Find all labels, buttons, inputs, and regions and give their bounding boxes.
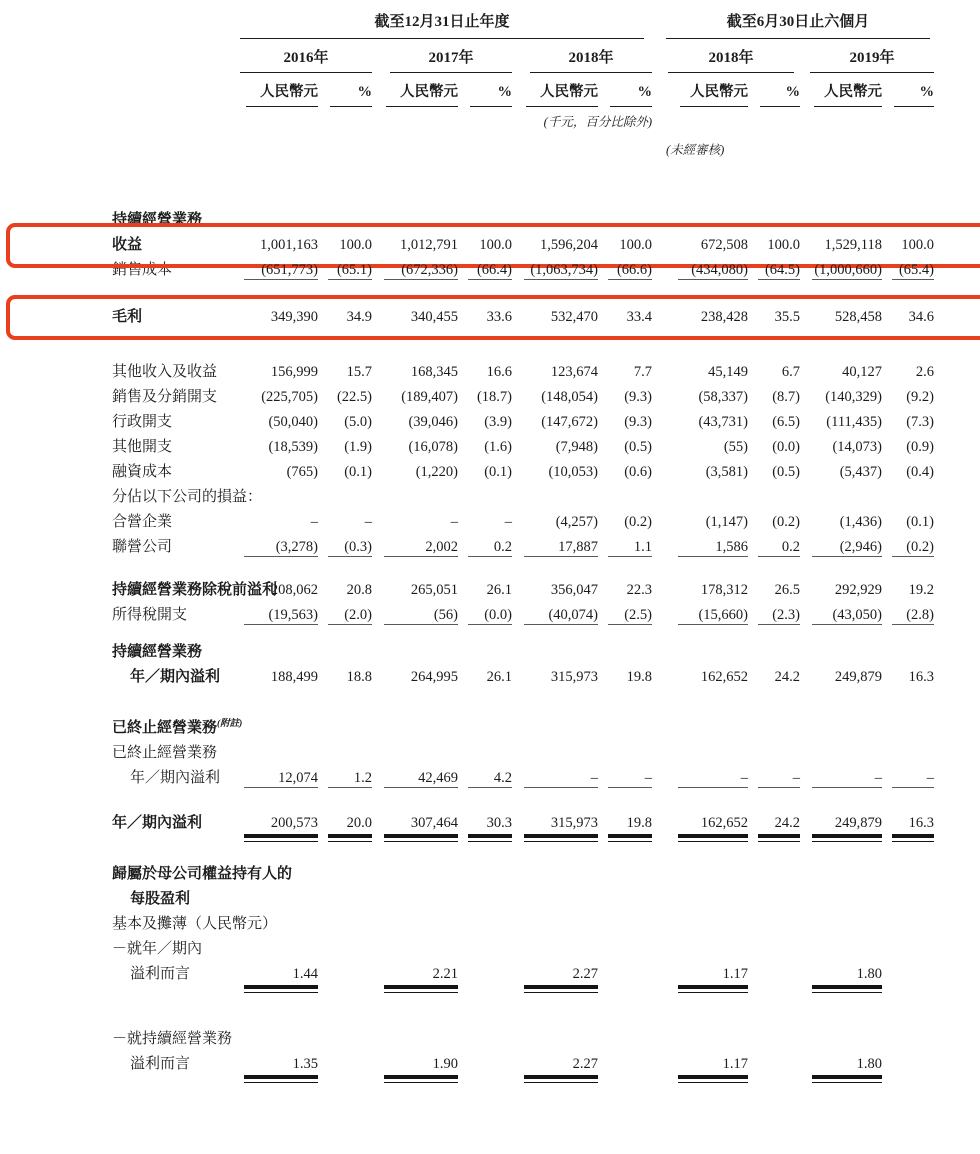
value-cell: 340,455 <box>410 309 458 325</box>
value-cell: (2.5) <box>608 603 652 628</box>
value-cell: (672,336) <box>384 258 458 283</box>
value-cell: (148,054) <box>541 389 598 405</box>
value-cell: 188,499 <box>270 669 318 685</box>
value-cell: 208,062 <box>270 582 318 598</box>
value-cell: (66.4) <box>468 258 512 283</box>
table-row <box>112 385 980 410</box>
table-row <box>112 912 980 937</box>
table-row <box>112 1052 980 1077</box>
table-row <box>112 741 980 766</box>
table-row <box>112 435 980 460</box>
value-cell: 2.6 <box>915 364 934 380</box>
value-cell: – <box>504 514 512 530</box>
value-cell: 1,596,204 <box>540 237 598 253</box>
row-label: 毛利 <box>112 309 143 325</box>
value-cell: (9.3) <box>624 414 652 430</box>
row-label: 每股盈利 <box>130 891 191 907</box>
value-cell: 2.27 <box>524 1052 598 1077</box>
value-cell: – <box>892 766 934 791</box>
value-cell: (3,581) <box>705 464 748 480</box>
value-cell: 1.80 <box>812 962 882 987</box>
table-row <box>112 258 980 283</box>
row-label: 收益 <box>112 237 143 253</box>
table-body <box>112 208 980 1077</box>
year-header-2018: 2018年 <box>530 39 652 73</box>
year-header-2016: 2016年 <box>240 39 372 73</box>
value-cell: (4,257) <box>555 514 598 530</box>
value-cell: (0.2) <box>624 514 652 530</box>
value-cell: (14,073) <box>832 439 882 455</box>
value-cell: 4.2 <box>468 766 512 791</box>
value-cell: 249,879 <box>812 811 882 836</box>
table-row <box>112 603 980 628</box>
value-cell: 162,652 <box>700 669 748 685</box>
value-cell: 22.3 <box>626 582 652 598</box>
value-cell: 1,001,163 <box>260 237 318 253</box>
value-cell: 26.5 <box>774 582 800 598</box>
value-cell: (19,563) <box>244 603 318 628</box>
table-row <box>112 962 980 987</box>
value-cell: 33.4 <box>626 309 652 325</box>
unaudited-note: (未經審核) <box>666 143 725 157</box>
value-cell: 33.6 <box>486 309 512 325</box>
highlighted-row <box>112 233 980 258</box>
table-row <box>112 460 980 485</box>
value-cell: (0.2) <box>772 514 800 530</box>
value-cell: – <box>812 766 882 791</box>
table-row <box>112 862 980 887</box>
value-cell: 12,074 <box>244 766 318 791</box>
row-label: 銷售及分銷開支 <box>112 389 218 405</box>
value-cell: (1,147) <box>705 514 748 530</box>
table-row <box>112 766 980 791</box>
percent-header-cell: % <box>470 77 512 107</box>
value-cell: – <box>524 766 598 791</box>
value-cell: (15,660) <box>678 603 748 628</box>
value-cell: 0.2 <box>468 535 512 560</box>
value-cell: (2.0) <box>328 603 372 628</box>
value-cell: (16,078) <box>408 439 458 455</box>
value-cell: (0.1) <box>906 514 934 530</box>
table-row <box>112 887 980 912</box>
row-label: 合營企業 <box>112 514 173 530</box>
value-cell: (651,773) <box>244 258 318 283</box>
row-label: 所得稅開支 <box>112 607 188 623</box>
value-cell: (1.6) <box>484 439 512 455</box>
table-row <box>112 811 980 836</box>
table-row <box>112 510 980 535</box>
value-cell: 45,149 <box>708 364 748 380</box>
value-cell: 1.90 <box>384 1052 458 1077</box>
value-cell: 349,390 <box>270 309 318 325</box>
value-cell: 315,973 <box>550 669 598 685</box>
value-cell: 200,573 <box>244 811 318 836</box>
year-header-2017: 2017年 <box>390 39 512 73</box>
value-cell: (9.3) <box>624 389 652 405</box>
row-label: 其他收入及收益 <box>112 364 218 380</box>
value-cell: (1,436) <box>839 514 882 530</box>
value-cell: – <box>364 514 372 530</box>
value-cell: (0.0) <box>468 603 512 628</box>
value-cell: (2.8) <box>892 603 934 628</box>
value-cell: 20.8 <box>346 582 372 598</box>
value-cell: 238,428 <box>700 309 748 325</box>
row-label: 歸屬於母公司權益持有人的 <box>112 866 293 882</box>
value-cell: (43,731) <box>698 414 748 430</box>
value-cell: (2.3) <box>758 603 800 628</box>
value-cell: 168,345 <box>410 364 458 380</box>
value-cell: (66.6) <box>608 258 652 283</box>
value-cell: 1.80 <box>812 1052 882 1077</box>
value-cell: (0.9) <box>906 439 934 455</box>
value-cell: 1.44 <box>244 962 318 987</box>
value-cell: 100.0 <box>339 237 372 253</box>
value-cell: 16.3 <box>908 669 934 685</box>
value-cell: (43,050) <box>812 603 882 628</box>
value-cell: – <box>608 766 652 791</box>
row-label: 行政開支 <box>112 414 173 430</box>
value-cell: 1.17 <box>678 962 748 987</box>
row-label: 分佔以下公司的損益： <box>112 489 263 505</box>
value-cell: (18.7) <box>476 389 512 405</box>
value-cell: 7.7 <box>633 364 652 380</box>
value-cell: (7.3) <box>906 414 934 430</box>
value-cell: 264,995 <box>410 669 458 685</box>
table-row <box>112 360 980 385</box>
value-cell: (5,437) <box>839 464 882 480</box>
value-cell: (5.0) <box>344 414 372 430</box>
row-label: 年／期內溢利 <box>112 815 203 831</box>
value-cell: (1,220) <box>415 464 458 480</box>
value-cell: (7,948) <box>555 439 598 455</box>
value-cell: 100.0 <box>479 237 512 253</box>
value-cell: 40,127 <box>842 364 882 380</box>
value-cell: (10,053) <box>548 464 598 480</box>
value-cell: (9.2) <box>906 389 934 405</box>
year-header-row <box>112 39 980 73</box>
currency-header-cell: 人民幣元 <box>814 73 882 107</box>
table-row <box>112 535 980 560</box>
row-label: 其他開支 <box>112 439 173 455</box>
value-cell: – <box>758 766 800 791</box>
row-label: 年／期內溢利 <box>130 669 221 685</box>
value-cell: (1,063,734) <box>524 258 598 283</box>
value-cell: 24.2 <box>758 811 800 836</box>
value-cell: (3,278) <box>244 535 318 560</box>
row-label: 基本及攤薄（人民幣元） <box>112 916 278 932</box>
value-cell: (765) <box>286 464 318 480</box>
value-cell: 1,012,791 <box>400 237 458 253</box>
value-cell: (189,407) <box>401 389 458 405</box>
table-row <box>112 640 980 665</box>
row-label: 已終止經營業務$^{(附註)}$ <box>112 719 243 736</box>
row-label: －就持續經營業務 <box>112 1031 233 1047</box>
percent-header-cell: % <box>330 77 372 107</box>
row-label: 溢利而言 <box>130 966 191 982</box>
value-cell: (0.1) <box>344 464 372 480</box>
value-cell: 6.7 <box>781 364 800 380</box>
value-cell: 26.1 <box>486 669 512 685</box>
value-cell: (0.1) <box>484 464 512 480</box>
value-cell: (111,435) <box>826 414 882 430</box>
value-cell: (1,000,660) <box>812 258 882 283</box>
value-cell: (40,074) <box>524 603 598 628</box>
value-cell: 24.2 <box>774 669 800 685</box>
row-label: 已終止經營業務 <box>112 745 218 761</box>
row-label: 持續經營業務 <box>112 212 203 228</box>
value-cell: (434,080) <box>678 258 748 283</box>
value-cell: 123,674 <box>550 364 598 380</box>
value-cell: 156,999 <box>270 364 318 380</box>
period-title-row <box>112 10 980 39</box>
table-row <box>112 712 980 741</box>
table-row <box>112 665 980 690</box>
value-cell: 672,508 <box>700 237 748 253</box>
percent-header-cell: % <box>894 77 934 107</box>
row-label: 聯營公司 <box>112 539 173 555</box>
value-cell: (1.9) <box>344 439 372 455</box>
value-cell: (0.6) <box>624 464 652 480</box>
value-cell: 1,529,118 <box>824 237 882 253</box>
value-cell: (147,672) <box>541 414 598 430</box>
value-cell: 0.2 <box>758 535 800 560</box>
value-cell: 100.0 <box>619 237 652 253</box>
value-cell: 249,879 <box>834 669 882 685</box>
table-row <box>112 1027 980 1052</box>
value-cell: (3.9) <box>484 414 512 430</box>
value-cell: (58,337) <box>698 389 748 405</box>
value-cell: – <box>678 766 748 791</box>
value-cell: 30.3 <box>468 811 512 836</box>
value-cell: 292,929 <box>834 582 882 598</box>
value-cell: 178,312 <box>700 582 748 598</box>
value-cell: 1.1 <box>608 535 652 560</box>
value-cell: (0.3) <box>328 535 372 560</box>
value-cell: 34.9 <box>346 309 372 325</box>
row-label: 銷售成本 <box>112 262 173 278</box>
value-cell: 35.5 <box>774 309 800 325</box>
value-cell: (65.4) <box>892 258 934 283</box>
value-cell: 307,464 <box>384 811 458 836</box>
value-cell: 42,469 <box>384 766 458 791</box>
value-cell: (22.5) <box>336 389 372 405</box>
value-cell: 26.1 <box>486 582 512 598</box>
value-cell: (0.4) <box>906 464 934 480</box>
value-cell: 17,887 <box>524 535 598 560</box>
value-cell: 100.0 <box>901 237 934 253</box>
value-cell: 2,002 <box>384 535 458 560</box>
row-label: 持續經營業務 <box>112 644 203 660</box>
currency-header-row <box>112 73 980 107</box>
value-cell: 356,047 <box>550 582 598 598</box>
value-cell: (65.1) <box>328 258 372 283</box>
footnote-marker: (附註) <box>217 719 243 729</box>
value-cell: (0.2) <box>892 535 934 560</box>
value-cell: 15.7 <box>346 364 372 380</box>
period-interim-title: 截至6月30日止六個月 <box>666 10 930 39</box>
value-cell: 1.35 <box>244 1052 318 1077</box>
percent-header-cell: % <box>610 77 652 107</box>
table-row <box>112 578 980 603</box>
value-cell: 19.8 <box>608 811 652 836</box>
value-cell: 19.8 <box>626 669 652 685</box>
value-cell: 2.27 <box>524 962 598 987</box>
value-cell: 532,470 <box>550 309 598 325</box>
value-cell: (55) <box>723 439 748 455</box>
table-row <box>112 208 980 233</box>
value-cell: 16.3 <box>892 811 934 836</box>
value-cell: (64.5) <box>758 258 800 283</box>
year-header-2018-interim: 2018年 <box>668 39 794 73</box>
value-cell: 100.0 <box>767 237 800 253</box>
units-note: (千元，百分比除外) <box>543 115 652 129</box>
value-cell: (0.5) <box>624 439 652 455</box>
unaudited-note-row <box>112 130 980 158</box>
value-cell: 1.2 <box>328 766 372 791</box>
value-cell: 162,652 <box>678 811 748 836</box>
value-cell: 20.0 <box>328 811 372 836</box>
value-cell: (56) <box>384 603 458 628</box>
row-label: 溢利而言 <box>130 1056 191 1072</box>
currency-header-cell: 人民幣元 <box>680 73 748 107</box>
value-cell: (0.5) <box>772 464 800 480</box>
currency-header-cell: 人民幣元 <box>386 73 458 107</box>
value-cell: 2.21 <box>384 962 458 987</box>
value-cell: 16.6 <box>486 364 512 380</box>
row-label: 持續經營業務除稅前溢利 <box>112 582 278 598</box>
year-header-2019: 2019年 <box>810 39 934 73</box>
currency-header-cell: 人民幣元 <box>526 73 598 107</box>
value-cell: – <box>450 514 458 530</box>
currency-header-cell: 人民幣元 <box>246 73 318 107</box>
value-cell: 1.17 <box>678 1052 748 1077</box>
table-row <box>112 485 980 510</box>
value-cell: 19.2 <box>908 582 934 598</box>
value-cell: (8.7) <box>772 389 800 405</box>
value-cell: 265,051 <box>410 582 458 598</box>
value-cell: (140,329) <box>825 389 882 405</box>
value-cell: (225,705) <box>261 389 318 405</box>
value-cell: 18.8 <box>346 669 372 685</box>
highlighted-row <box>112 305 980 330</box>
value-cell: (18,539) <box>268 439 318 455</box>
value-cell: (39,046) <box>408 414 458 430</box>
row-label: －就年／期內 <box>112 941 203 957</box>
value-cell: 34.6 <box>908 309 934 325</box>
value-cell: (2,946) <box>812 535 882 560</box>
table-row <box>112 410 980 435</box>
value-cell: – <box>310 514 318 530</box>
value-cell: (6.5) <box>772 414 800 430</box>
row-label: 年／期內溢利 <box>130 770 221 786</box>
value-cell: (0.0) <box>772 439 800 455</box>
value-cell: 315,973 <box>524 811 598 836</box>
percent-header-cell: % <box>760 77 800 107</box>
value-cell: 528,458 <box>834 309 882 325</box>
table-row <box>112 937 980 962</box>
period-annual-title: 截至12月31日止年度 <box>240 10 644 39</box>
value-cell: 1,586 <box>678 535 748 560</box>
value-cell: (50,040) <box>268 414 318 430</box>
units-note-row <box>112 107 980 130</box>
row-label: 融資成本 <box>112 464 173 480</box>
